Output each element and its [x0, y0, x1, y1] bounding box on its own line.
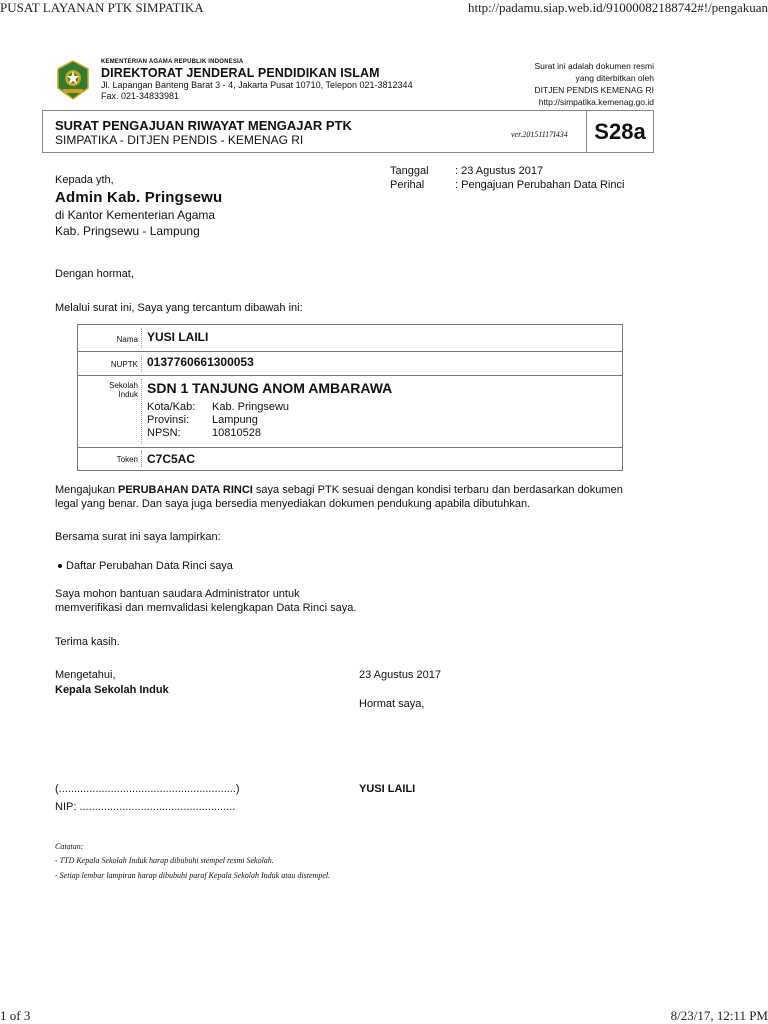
official-notice [534, 60, 654, 108]
kota-label: Kota/Kab: [147, 401, 196, 413]
recipient-name: Admin Kab. Pringsewu [55, 189, 223, 206]
name-value: YUSI LAILI [147, 330, 209, 344]
notice-line: Surat ini adalah dokumen resmi [534, 61, 654, 71]
signer-name: YUSI LAILI [359, 783, 416, 795]
signature-date: 23 Agustus 2017 [359, 669, 441, 681]
token-label: Token [116, 455, 138, 464]
form-code: S28a [586, 111, 653, 152]
school-details [147, 401, 289, 440]
notice-line: yang diterbitkan oleh [575, 73, 654, 83]
table-row-nuptk [78, 352, 622, 376]
print-datetime: 8/23/17, 12:11 PM [670, 1008, 768, 1023]
row-separator [141, 451, 142, 467]
note-item: - Setiap lembar lampiran harap dibubuhi paraf Kepala Sekolah Induk atau distempel. [55, 871, 331, 880]
row-separator [141, 379, 142, 444]
name-label: Nama [116, 335, 138, 344]
notes-title: Catatan: [55, 842, 84, 851]
school-name: SDN 1 TANJUNG ANOM AMBARAWA [147, 380, 393, 396]
row-separator [141, 355, 142, 372]
school-label-line: Sekolah [109, 381, 138, 390]
ministry-logo-icon [55, 60, 91, 100]
nuptk-label: NUPTK [110, 360, 138, 369]
plea-line-2: memverifikasi dan memvalidasi kelengkapan Data Rinci saya. [55, 602, 357, 614]
salutation: Dengan hormat, [55, 268, 134, 280]
print-header-title: PUSAT LAYANAN PTK SIMPATIKA [0, 0, 204, 15]
table-row-token [78, 448, 622, 470]
date-value: : 23 Agustus 2017 [455, 165, 544, 177]
table-row-name [78, 325, 622, 352]
request-line-2: legal yang benar. Dan saya juga bersedia menyediakan dokumen pendukung apabila dibutuhkan. [55, 498, 531, 510]
attachment-label: Daftar Perubahan Data Rinci saya [66, 560, 233, 572]
letter-title: SURAT PENGAJUAN RIWAYAT MENGAJAR PTK [55, 118, 352, 133]
request-type: PERUBAHAN DATA RINCI [118, 484, 253, 496]
letter-subtitle: SIMPATIKA - DITJEN PENDIS - KEMENAG RI [55, 133, 304, 147]
table-row-school [78, 376, 622, 448]
recipient-location: Kab. Pringsewu - Lampung [55, 224, 200, 238]
identity-table [77, 324, 623, 471]
thanks-text: Terima kasih. [55, 636, 120, 648]
provinsi-value: Lampung [212, 414, 258, 426]
token-value: C7C5AC [147, 452, 196, 466]
note-item: - TTD Kepala Sekolah Induk harap dibubuhi stempel resmi Sekolah. [55, 856, 274, 865]
intro-text: Melalui surat ini, Saya yang tercantum dibawah ini: [55, 302, 303, 314]
school-label-line: Induk [118, 390, 138, 399]
print-header-url: http://padamu.siap.web.id/91000082188742#!/pengakuan [467, 0, 768, 15]
request-suffix: saya sebagi PTK sesuai dengan kondisi terbaru dan berdasarkan dokumen [252, 484, 623, 496]
recipient-office: di Kantor Kementerian Agama [55, 208, 216, 222]
attachment-item [58, 560, 233, 572]
provinsi-label: Provinsi: [147, 414, 190, 426]
ministry-name: KEMENTERIAN AGAMA REPUBLIK INDONESIA [101, 59, 244, 65]
page-counter: 1 of 3 [0, 1008, 31, 1023]
plea-line-1: Saya mohon bantuan saudara Administrator untuk [55, 588, 300, 600]
nuptk-value: 0137760661300053 [147, 355, 254, 369]
principal-nip-line: NIP: ................................................... [55, 801, 236, 813]
npsn-label: NPSN: [147, 427, 181, 439]
npsn-value: 10810528 [212, 427, 261, 439]
principal-role: Kepala Sekolah Induk [55, 684, 169, 696]
bullet-icon [58, 564, 62, 568]
request-prefix: Mengajukan [55, 484, 118, 496]
school-label [78, 381, 138, 399]
version-label: ver.20151117I434 [511, 130, 568, 139]
kota-value: Kab. Pringsewu [212, 401, 290, 413]
request-paragraph [55, 484, 623, 496]
regards-label: Hormat saya, [359, 698, 425, 710]
notice-url: http://simpatika.kemenag.go.id [538, 97, 654, 107]
recipient-greeting: Kepada yth, [55, 174, 114, 186]
date-label: Tanggal [390, 165, 429, 177]
subject-label: Perihal [390, 179, 425, 191]
fax-line: Fax. 021-34833981 [101, 91, 180, 101]
acknowledged-label: Mengetahui, [55, 669, 116, 681]
notice-line: DITJEN PENDIS KEMENAG RI [534, 85, 654, 95]
row-separator [141, 328, 142, 348]
subject-value: : Pengajuan Perubahan Data Rinci [455, 179, 625, 191]
address-line: Jl. Lapangan Banteng Barat 3 - 4, Jakarta Pusat 10710, Telepon 021-3812344 [101, 80, 413, 90]
letter-title-box [42, 110, 654, 153]
directorate-name: DIREKTORAT JENDERAL PENDIDIKAN ISLAM [101, 66, 380, 80]
principal-name-line: (..........................................................) [55, 783, 240, 795]
attachments-intro: Bersama surat ini saya lampirkan: [55, 531, 221, 543]
